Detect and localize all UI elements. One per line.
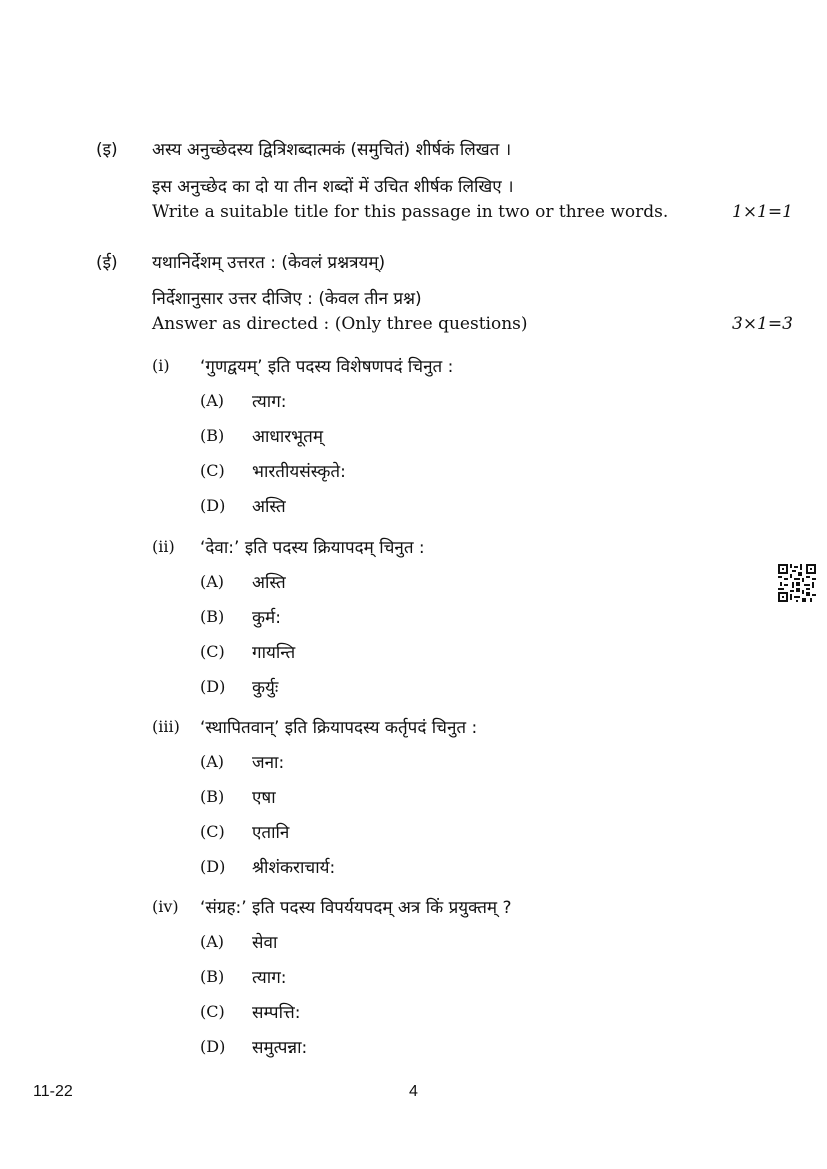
option-label: (C) [200, 461, 225, 480]
option-label: (D) [200, 677, 226, 696]
option-text: अस्ति [252, 573, 286, 593]
option-text: आधारभूतम् [252, 427, 323, 447]
question-hindi-ii: निर्देशानुसार उत्तर दीजिए : (केवल तीन प्रश्न) [152, 289, 422, 309]
question-number-i3: (इ) [96, 140, 118, 160]
option-text: श्रीशंकराचार्य: [252, 858, 336, 878]
option-label: (B) [200, 967, 225, 986]
question-sanskrit-i3: अस्य अनुच्छेदस्य द्वित्रिशब्दात्मकं (समुचितं) शीर्षकं लिखत । [152, 140, 512, 160]
marks-i3: 1×1=1 [732, 202, 793, 222]
option-text: समुत्पन्ना: [252, 1038, 308, 1058]
option-text: भारतीयसंस्कृते: [252, 462, 346, 482]
sub-question-text: ‘गुणद्वयम्’ इति पदस्य विशेषणपदं चिनुत : [200, 357, 454, 377]
question-english-i3: Write a suitable title for this passage in two or three words. [152, 202, 669, 222]
qr-code-icon [778, 564, 816, 602]
option-text: त्याग: [252, 968, 287, 988]
option-text: कुर्युः [252, 678, 279, 698]
option-label: (A) [200, 572, 225, 591]
option-label: (C) [200, 822, 225, 841]
sub-question-number: (ii) [152, 537, 175, 556]
page-number: 4 [409, 1083, 418, 1100]
question-number-ii: (ई) [96, 253, 118, 273]
option-label: (B) [200, 787, 225, 806]
sub-question-number: (i) [152, 356, 170, 375]
option-label: (B) [200, 426, 225, 445]
option-label: (C) [200, 642, 225, 661]
option-text: एषा [252, 788, 276, 808]
option-label: (C) [200, 1002, 225, 1021]
option-label: (D) [200, 1037, 226, 1056]
option-label: (D) [200, 496, 226, 515]
option-label: (A) [200, 752, 225, 771]
question-hindi-i3: इस अनुच्छेद का दो या तीन शब्दों में उचित शीर्षक लिखिए । [152, 177, 514, 197]
option-text: त्याग: [252, 392, 287, 412]
option-text: एतानि [252, 823, 290, 843]
option-label: (B) [200, 607, 225, 626]
sub-question-number: (iii) [152, 717, 180, 736]
option-label: (A) [200, 391, 225, 410]
option-text: अस्ति [252, 497, 286, 517]
option-text: कुर्म: [252, 608, 281, 628]
sub-question-text: ‘संग्रह:’ इति पदस्य विपर्ययपदम् अत्र किं प्रयुक्तम् ? [200, 898, 512, 918]
paper-code: 11-22 [33, 1083, 73, 1100]
sub-question-text: ‘देवा:’ इति पदस्य क्रियापदम् चिनुत : [200, 538, 425, 558]
option-text: जना: [252, 753, 285, 773]
question-english-ii: Answer as directed : (Only three questions) [152, 314, 528, 334]
sub-question-text: ‘स्थापितवान्’ इति क्रियापदस्य कर्तृपदं चिनुत : [200, 718, 478, 738]
question-sanskrit-ii: यथानिर्देशम् उत्तरत : (केवलं प्रश्नत्रयम्) [152, 253, 386, 273]
option-text: गायन्ति [252, 643, 296, 663]
sub-question-number: (iv) [152, 897, 179, 916]
option-label: (D) [200, 857, 226, 876]
marks-ii: 3×1=3 [732, 314, 793, 334]
option-text: सम्पत्ति: [252, 1003, 301, 1023]
option-text: सेवा [252, 933, 278, 953]
option-label: (A) [200, 932, 225, 951]
